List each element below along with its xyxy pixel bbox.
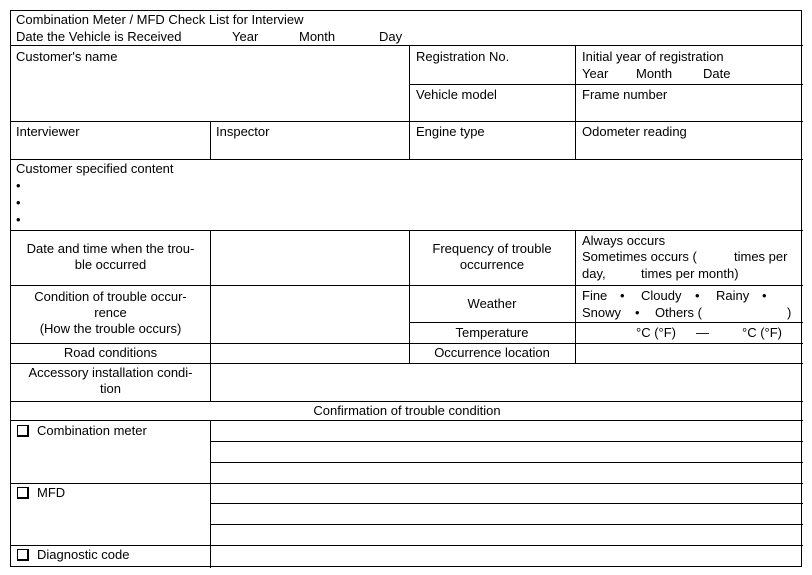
bullet: •	[16, 178, 21, 193]
freq-sometimes: Sometimes occurs (	[582, 249, 697, 264]
freq-day: day,	[582, 266, 606, 281]
weather-others: Others (	[655, 305, 702, 320]
condition-label-line2: rence	[94, 305, 127, 320]
combination-meter-checkbox[interactable]	[17, 425, 29, 437]
bullet: •	[695, 288, 700, 303]
form-title: Combination Meter / MFD Check List for Interview	[16, 12, 304, 27]
date-time-label-line2: ble occurred	[74, 257, 147, 272]
engine-type-label: Engine type	[416, 124, 485, 139]
weather-label: Weather	[467, 296, 517, 311]
weather-close: )	[787, 305, 792, 320]
divider	[11, 121, 803, 122]
divider	[11, 545, 803, 546]
date-received-year: Year	[232, 29, 259, 44]
divider	[11, 363, 803, 364]
initial-year-month: Month	[636, 66, 673, 81]
initial-year-year: Year	[582, 66, 609, 81]
divider	[11, 230, 803, 231]
occurrence-location-label: Occurrence location	[434, 345, 550, 360]
divider	[11, 401, 803, 402]
divider	[11, 483, 803, 484]
divider	[409, 84, 803, 85]
divider	[409, 322, 803, 323]
divider	[11, 343, 803, 344]
divider	[575, 230, 576, 364]
divider	[11, 45, 803, 46]
condition-label-line1: Condition of trouble occur-	[34, 289, 187, 304]
freq-times-per: times per	[734, 249, 788, 264]
bullet: •	[620, 288, 625, 303]
divider	[210, 462, 803, 463]
weather-snowy: Snowy	[582, 305, 622, 320]
registration-no-label: Registration No.	[416, 49, 510, 64]
diagnostic-code-checkbox[interactable]	[17, 549, 29, 561]
date-received-day: Day	[379, 29, 403, 44]
inspector-label: Inspector	[216, 124, 270, 139]
accessory-label-line2: tion	[100, 381, 121, 396]
temperature-label: Temperature	[455, 325, 529, 340]
divider	[11, 159, 803, 160]
date-received-month: Month	[299, 29, 336, 44]
combination-meter-label: Combination meter	[37, 423, 147, 438]
customer-name-label: Customer's name	[16, 49, 118, 64]
road-conditions-label: Road conditions	[63, 345, 158, 360]
weather-cloudy: Cloudy	[641, 288, 682, 303]
date-received-label: Date the Vehicle is Received	[16, 29, 182, 44]
bullet: •	[16, 195, 21, 210]
divider	[210, 441, 803, 442]
date-time-label-line1: Date and time when the trou-	[26, 241, 195, 256]
accessory-label-line1: Accessory installation condi-	[28, 365, 193, 380]
temperature-unit-1: °C (°F)	[636, 325, 676, 340]
mfd-checkbox[interactable]	[17, 487, 29, 499]
divider	[210, 121, 211, 160]
freq-times-per-month: times per month)	[641, 266, 739, 281]
frame-number-label: Frame number	[582, 87, 668, 102]
divider	[409, 45, 410, 160]
initial-year-date: Date	[703, 66, 731, 81]
condition-label-line3: (How the trouble occurs)	[39, 321, 182, 336]
divider	[11, 420, 803, 421]
divider	[210, 503, 803, 504]
weather-fine: Fine	[582, 288, 608, 303]
freq-always: Always occurs	[582, 233, 666, 248]
bullet: •	[16, 212, 21, 227]
frequency-label	[409, 241, 575, 273]
accessory-label	[11, 365, 210, 397]
vehicle-model-label: Vehicle model	[416, 87, 497, 102]
divider	[11, 285, 803, 286]
date-time-label	[11, 241, 210, 273]
divider	[575, 45, 576, 160]
initial-year-label: Initial year of registration	[582, 49, 724, 64]
bullet: •	[635, 305, 640, 320]
divider	[210, 524, 803, 525]
temperature-dash: —	[696, 325, 709, 340]
diagnostic-code-label: Diagnostic code	[37, 547, 130, 562]
confirmation-header: Confirmation of trouble condition	[313, 403, 501, 418]
checklist-form	[10, 10, 802, 567]
weather-rainy: Rainy	[716, 288, 750, 303]
divider	[210, 420, 211, 568]
interviewer-label: Interviewer	[16, 124, 80, 139]
frequency-label-line1: Frequency of trouble	[432, 241, 552, 256]
odometer-reading-label: Odometer reading	[582, 124, 687, 139]
bullet: •	[762, 288, 767, 303]
divider	[210, 230, 211, 401]
condition-label	[11, 289, 210, 337]
frequency-label-line2: occurrence	[459, 257, 525, 272]
customer-content-label: Customer specified content	[16, 161, 174, 176]
temperature-unit-2: °C (°F)	[742, 325, 782, 340]
mfd-label: MFD	[37, 485, 66, 500]
